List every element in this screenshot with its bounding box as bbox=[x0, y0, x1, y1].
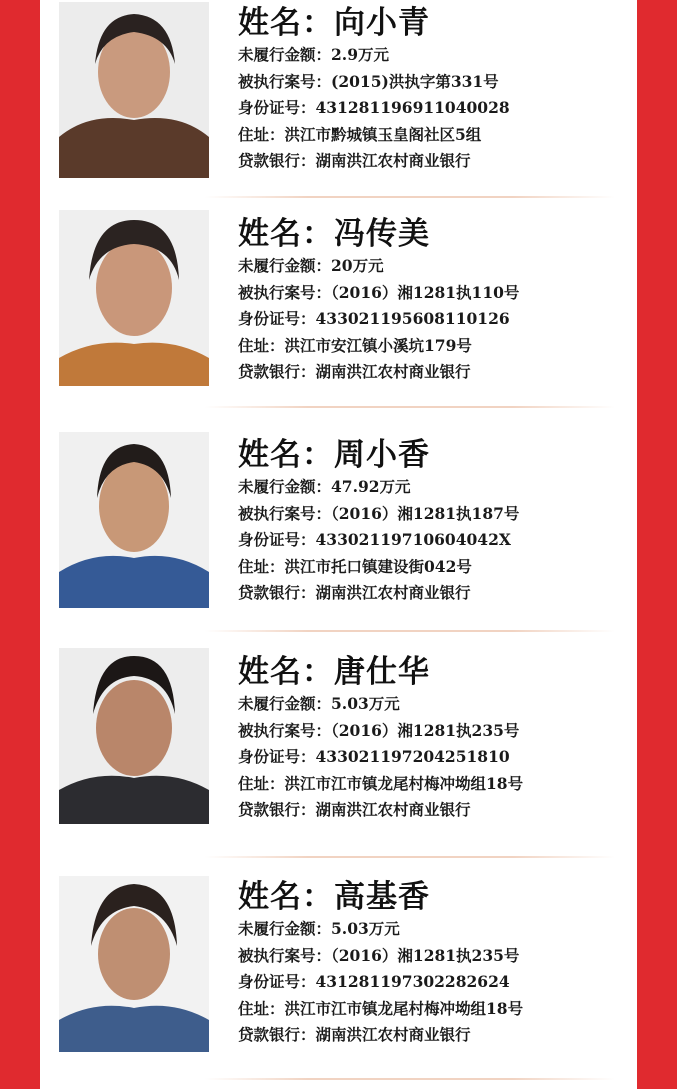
portrait-photo bbox=[59, 876, 209, 1052]
divider bbox=[205, 1078, 615, 1080]
id-label: 身份证号： bbox=[238, 309, 316, 328]
bank-line bbox=[238, 580, 628, 607]
divider bbox=[205, 196, 615, 198]
name-line bbox=[238, 4, 628, 42]
address-value: 洪江市江市镇龙尾村梅冲坳组18号 bbox=[284, 773, 524, 793]
bank-line bbox=[238, 1022, 628, 1049]
bank-label: 贷款银行： bbox=[238, 1025, 316, 1044]
amount-value: 2.9万元 bbox=[331, 45, 389, 64]
person-info bbox=[238, 4, 628, 175]
id-label: 身份证号： bbox=[238, 747, 316, 766]
bank-value: 湖南洪江农村商业银行 bbox=[315, 1025, 471, 1044]
case-label: 被执行案号： bbox=[238, 71, 332, 91]
divider bbox=[205, 630, 615, 632]
id-line bbox=[238, 527, 628, 554]
bank-label: 贷款银行： bbox=[238, 800, 316, 819]
id-label: 身份证号： bbox=[238, 98, 316, 117]
case-line bbox=[238, 501, 628, 528]
name-label: 姓名： bbox=[238, 216, 334, 252]
id-value: 431281196911040028 bbox=[315, 98, 510, 117]
amount-value: 20万元 bbox=[331, 256, 384, 275]
name-label: 姓名： bbox=[238, 437, 334, 473]
id-value: 43302119710604042X bbox=[315, 530, 511, 549]
amount-value: 47.92万元 bbox=[331, 477, 411, 496]
bank-line bbox=[238, 797, 628, 824]
name-line bbox=[238, 215, 628, 253]
bank-label: 贷款银行： bbox=[238, 362, 316, 381]
person-info bbox=[238, 436, 628, 607]
name-label: 姓名： bbox=[238, 879, 334, 915]
person-name: 唐仕华 bbox=[334, 654, 430, 690]
name-line bbox=[238, 653, 628, 691]
portrait-photo bbox=[59, 432, 209, 608]
case-line bbox=[238, 69, 628, 96]
person-entry bbox=[40, 876, 637, 1086]
amount-line bbox=[238, 42, 628, 69]
address-line bbox=[238, 333, 628, 360]
address-label: 住址： bbox=[238, 556, 285, 576]
bank-label: 贷款银行： bbox=[238, 151, 316, 170]
case-line bbox=[238, 943, 628, 970]
case-line bbox=[238, 718, 628, 745]
name-line bbox=[238, 436, 628, 474]
id-line bbox=[238, 744, 628, 771]
portrait-photo bbox=[59, 210, 209, 386]
name-label: 姓名： bbox=[238, 654, 334, 690]
address-line bbox=[238, 122, 628, 149]
bank-value: 湖南洪江农村商业银行 bbox=[315, 151, 471, 170]
case-value: (2015)洪执字第331号 bbox=[331, 71, 499, 91]
person-info bbox=[238, 878, 628, 1049]
amount-value: 5.03万元 bbox=[331, 919, 400, 938]
case-label: 被执行案号： bbox=[238, 282, 332, 302]
id-label: 身份证号： bbox=[238, 530, 316, 549]
case-value: （2016）湘1281执235号 bbox=[331, 945, 520, 965]
person-entry bbox=[40, 648, 637, 858]
address-label: 住址： bbox=[238, 773, 285, 793]
address-label: 住址： bbox=[238, 124, 285, 144]
bank-label: 贷款银行： bbox=[238, 583, 316, 602]
id-value: 431281197302282624 bbox=[315, 972, 510, 991]
id-line bbox=[238, 306, 628, 333]
amount-value: 5.03万元 bbox=[331, 694, 400, 713]
notice-sheet bbox=[40, 0, 637, 1089]
amount-line bbox=[238, 253, 628, 280]
person-name: 向小青 bbox=[334, 5, 430, 41]
address-label: 住址： bbox=[238, 998, 285, 1018]
address-line bbox=[238, 554, 628, 581]
bank-value: 湖南洪江农村商业银行 bbox=[315, 583, 471, 602]
portrait-photo bbox=[59, 2, 209, 178]
id-line bbox=[238, 969, 628, 996]
divider bbox=[205, 406, 615, 408]
bank-line bbox=[238, 359, 628, 386]
name-label: 姓名： bbox=[238, 5, 334, 41]
name-line bbox=[238, 878, 628, 916]
address-label: 住址： bbox=[238, 335, 285, 355]
amount-label: 未履行金额： bbox=[238, 256, 332, 275]
divider bbox=[205, 856, 615, 858]
address-value: 洪江市托口镇建设街042号 bbox=[284, 556, 472, 576]
id-value: 433021195608110126 bbox=[315, 309, 510, 328]
amount-label: 未履行金额： bbox=[238, 919, 332, 938]
address-value: 洪江市黔城镇玉皇阁社区5组 bbox=[284, 124, 482, 144]
case-line bbox=[238, 280, 628, 307]
address-value: 洪江市安江镇小溪坑179号 bbox=[284, 335, 472, 355]
id-label: 身份证号： bbox=[238, 972, 316, 991]
case-label: 被执行案号： bbox=[238, 720, 332, 740]
address-value: 洪江市江市镇龙尾村梅冲坳组18号 bbox=[284, 998, 524, 1018]
amount-line bbox=[238, 474, 628, 501]
amount-label: 未履行金额： bbox=[238, 477, 332, 496]
person-entry bbox=[40, 210, 637, 420]
amount-label: 未履行金额： bbox=[238, 45, 332, 64]
person-name: 冯传美 bbox=[334, 216, 430, 252]
amount-line bbox=[238, 916, 628, 943]
person-entry bbox=[40, 0, 637, 210]
portrait-photo bbox=[59, 648, 209, 824]
person-info bbox=[238, 653, 628, 824]
person-name: 周小香 bbox=[334, 437, 430, 473]
person-info bbox=[238, 215, 628, 386]
amount-label: 未履行金额： bbox=[238, 694, 332, 713]
person-entry bbox=[40, 432, 637, 642]
id-value: 433021197204251810 bbox=[315, 747, 510, 766]
case-label: 被执行案号： bbox=[238, 945, 332, 965]
amount-line bbox=[238, 691, 628, 718]
id-line bbox=[238, 95, 628, 122]
case-label: 被执行案号： bbox=[238, 503, 332, 523]
case-value: （2016）湘1281执110号 bbox=[331, 282, 520, 302]
case-value: （2016）湘1281执235号 bbox=[331, 720, 520, 740]
bank-value: 湖南洪江农村商业银行 bbox=[315, 362, 471, 381]
bank-value: 湖南洪江农村商业银行 bbox=[315, 800, 471, 819]
address-line bbox=[238, 996, 628, 1023]
bank-line bbox=[238, 148, 628, 175]
person-name: 高基香 bbox=[334, 879, 430, 915]
case-value: （2016）湘1281执187号 bbox=[331, 503, 520, 523]
address-line bbox=[238, 771, 628, 798]
